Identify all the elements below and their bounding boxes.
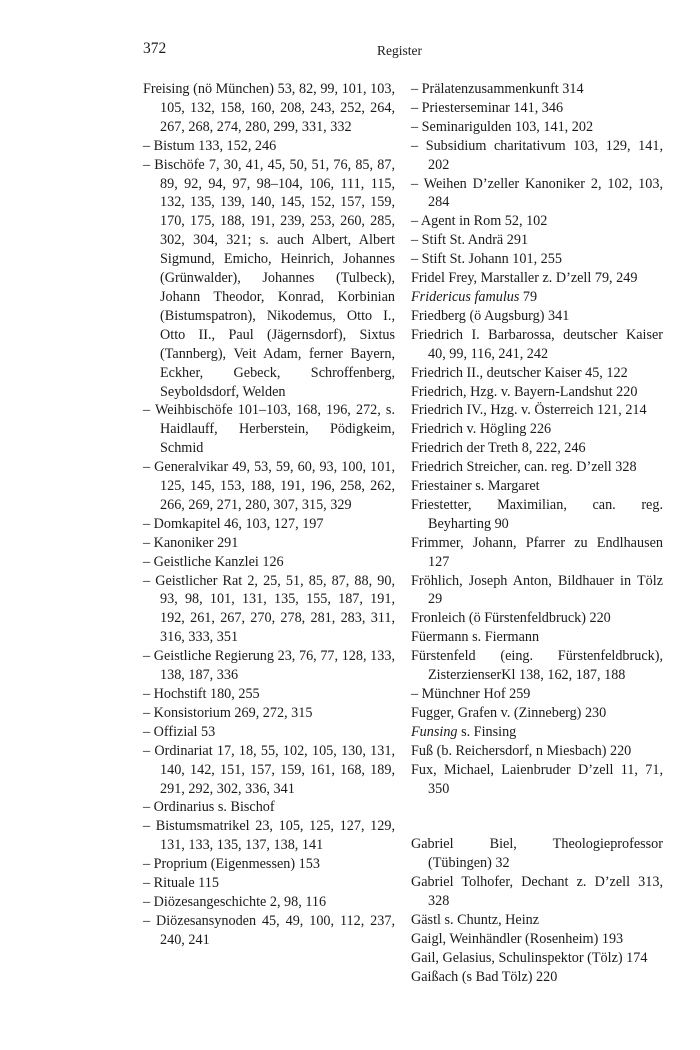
index-entry: Gail, Gelasius, Schulinspektor (Tölz) 174 — [411, 949, 648, 966]
page-number: 372 — [143, 40, 167, 57]
index-entry: – Bischöfe 7, 30, 41, 45, 50, 51, 76, 85, 87, 89, 92, 94, 97, 98–104, 106, 111, 115, 132, 135, 139, 140, 145, 152, 157, 159, 170, 175, 188, 191, 239, 253, 260, 285, 302, 304, 321; s. auch Albert, Albert Sigmund, Emicho, Heinrich, Johannes (Grünwalder), Johannes (Tulbeck), Johann Theodor, Konrad, Korbinian (Bistumspatron), Nikodemus, Otto I., Otto II., Paul (Jägernsdorf), Sixtus (Tannberg), Veit Adam, ferner Bayern, Eckher, Gebeck, Schroffenberg, Seyboldsdorf, Welden — [143, 156, 395, 400]
index-entry: – Diözesangeschichte 2, 98, 116 — [143, 893, 327, 910]
index-column-left — [143, 80, 395, 950]
index-entry: – Münchner Hof 259 — [411, 686, 531, 702]
index-entry: – Diözesansynoden 45, 49, 100, 112, 237, 240, 241 — [143, 912, 395, 948]
index-entry: – Prälatenzusammenkunft 314 — [411, 81, 584, 97]
index-entry: Gabriel Biel, Theologieprofessor (Tübingen) 32 — [411, 836, 663, 872]
index-entry: – Subsidium charitativum 103, 129, 141, 202 — [411, 137, 663, 173]
index-entry: – Ordinariat 17, 18, 55, 102, 105, 130, 131, 140, 142, 151, 157, 159, 161, 168, 189, 291, 292, 302, 336, 341 — [143, 742, 395, 797]
index-entry: – Generalvikar 49, 53, 59, 60, 93, 100, 101, 125, 145, 153, 188, 191, 196, 258, 262, 266, 269, 271, 280, 307, 315, 329 — [143, 459, 395, 513]
index-entry: Friestainer s. Margaret — [411, 478, 540, 495]
index-entry: Friestetter, Maximilian, can. reg. Beyharting 90 — [411, 496, 663, 532]
index-entry: Friedrich v. Högling 226 — [411, 421, 552, 438]
index-group-f — [411, 80, 663, 798]
index-entry: Gabriel Tolhofer, Dechant z. D’zell 313, 328 — [411, 874, 663, 910]
index-entry: Fux, Michael, Laienbruder D’zell 11, 71, 350 — [411, 761, 663, 797]
index-entry: – Kanoniker 291 — [143, 534, 239, 551]
index-entry: Friedrich der Treth 8, 222, 246 — [411, 440, 586, 457]
index-entry: Frimmer, Johann, Pfarrer zu Endlhausen 127 — [411, 534, 663, 570]
index-entry: – Hochstift 180, 255 — [143, 686, 260, 702]
index-entry: Friedrich, Hzg. v. Bayern-Landshut 220 — [411, 383, 638, 400]
index-entry: – Bistumsmatrikel 23, 105, 125, 127, 129, 131, 133, 135, 137, 138, 141 — [143, 818, 395, 854]
index-entry: Friedrich Streicher, can. reg. D’zell 328 — [411, 459, 637, 476]
index-entry: – Konsistorium 269, 272, 315 — [143, 704, 313, 721]
index-entry: – Seminarigulden 103, 141, 202 — [411, 118, 594, 135]
index-entry: – Domkapitel 46, 103, 127, 197 — [143, 515, 324, 532]
index-entry: – Bistum 133, 152, 246 — [143, 137, 277, 154]
index-entry: Fröhlich, Joseph Anton, Bildhauer in Tölz 29 — [411, 572, 663, 608]
index-entry: Funsing s. Finsing — [411, 723, 517, 740]
index-entry: – Ordinarius s. Bischof — [143, 799, 275, 816]
index-entry: – Geistliche Regierung 23, 76, 77, 128, 133, 138, 187, 336 — [143, 648, 395, 684]
running-head: Register — [377, 43, 422, 58]
index-entry: – Rituale 115 — [143, 875, 219, 892]
index-entry: Gaißach (s Bad Tölz) 220 — [411, 968, 558, 985]
index-entry: Fronleich (ö Fürstenfeldbruck) 220 — [411, 610, 611, 627]
index-entry: Fugger, Grafen v. (Zinneberg) 230 — [411, 704, 607, 721]
index-entry: – Offizial 53 — [143, 723, 216, 740]
index-entry: Gaigl, Weinhändler (Rosenheim) 193 — [411, 930, 624, 947]
index-entry: Friedrich II., deutscher Kaiser 45, 122 — [411, 364, 628, 381]
index-entry: Fridericus famulus 79 — [411, 288, 538, 305]
index-entry: Friedrich IV., Hzg. v. Österreich 121, 214 — [411, 402, 647, 419]
index-entry: – Geistliche Kanzlei 126 — [143, 553, 284, 570]
index-entry: Fuß (b. Reichersdorf, n Miesbach) 220 — [411, 742, 632, 759]
index-entry: – Weihbischöfe 101–103, 168, 196, 272, s. Haidlauff, Herberstein, Pödigkeim, Schmid — [143, 402, 395, 457]
index-entry: – Stift St. Andrä 291 — [411, 232, 529, 249]
index-entry: Freising (nö München) 53, 82, 99, 101, 103, 105, 132, 158, 160, 208, 243, 252, 264, 267, 268, 274, 280, 299, 331, 332 — [143, 81, 395, 135]
index-entry: Fridel Frey, Marstaller z. D’zell 79, 249 — [411, 270, 638, 287]
index-entry: – Agent in Rom 52, 102 — [411, 213, 548, 230]
index-entry: – Geistlicher Rat 2, 25, 51, 85, 87, 88, 90, 93, 98, 101, 131, 135, 155, 187, 191, 192, 261, 267, 270, 278, 281, 283, 311, 316, 333, 351 — [143, 572, 395, 646]
index-entry: – Stift St. Johann 101, 255 — [411, 251, 562, 268]
index-entry: Friedrich I. Barbarossa, deutscher Kaiser 40, 99, 116, 241, 242 — [411, 326, 663, 362]
index-column-right — [411, 80, 663, 987]
index-entry: – Proprium (Eigenmessen) 153 — [143, 856, 320, 873]
index-entry: Friedberg (ö Augsburg) 341 — [411, 307, 570, 324]
index-entry: Füermann s. Fiermann — [411, 629, 540, 646]
index-entry: – Weihen D’zeller Kanoniker 2, 102, 103, 284 — [411, 175, 663, 211]
index-entry: – Priesterseminar 141, 346 — [411, 99, 564, 116]
index-group-g — [411, 835, 663, 986]
index-entry: Gästl s. Chuntz, Heinz — [411, 912, 540, 929]
letter-gap — [411, 798, 663, 835]
index-entry: Fürstenfeld (eing. Fürstenfeldbruck), ZisterzienserKl 138, 162, 187, 188 — [411, 648, 663, 684]
